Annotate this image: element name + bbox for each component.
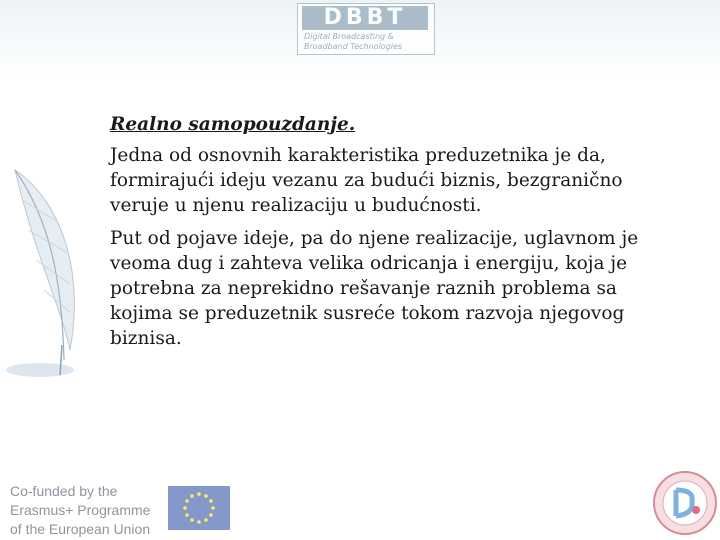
logo-tagline-2: Broadband Technologies [304, 42, 403, 51]
paragraph-2: Put od pojave ideje, pa do njene realizacije, uglavnom je veoma dug i zahteva velika odricanja i energiju, koja je potrebna za neprekidno rešavanje raznih problema sa kojima se preduzetnik susreće tokom razvoja njegovog biznisa. [110, 228, 639, 349]
eu-cofunding-text: Co-funded by the Erasmus+ Programme of the European Union [10, 483, 151, 537]
logo-wordmark: DBBT [302, 6, 428, 30]
university-seal-icon [652, 470, 718, 536]
logo-tagline-1: Digital Broadcasting & [304, 32, 394, 41]
slide-heading: Realno samopouzdanje. [110, 114, 356, 135]
eu-flag-icon [168, 486, 230, 530]
dbbt-logo [297, 3, 435, 55]
slide-content [110, 112, 690, 359]
quill-icon [0, 160, 110, 400]
paragraph-1: Jedna od osnovnih karakteristika preduzetnika je da, formirajući ideju vezanu za budući biznis, bezgranično veruje u njenu realizaciju u budućnosti. [110, 145, 623, 216]
